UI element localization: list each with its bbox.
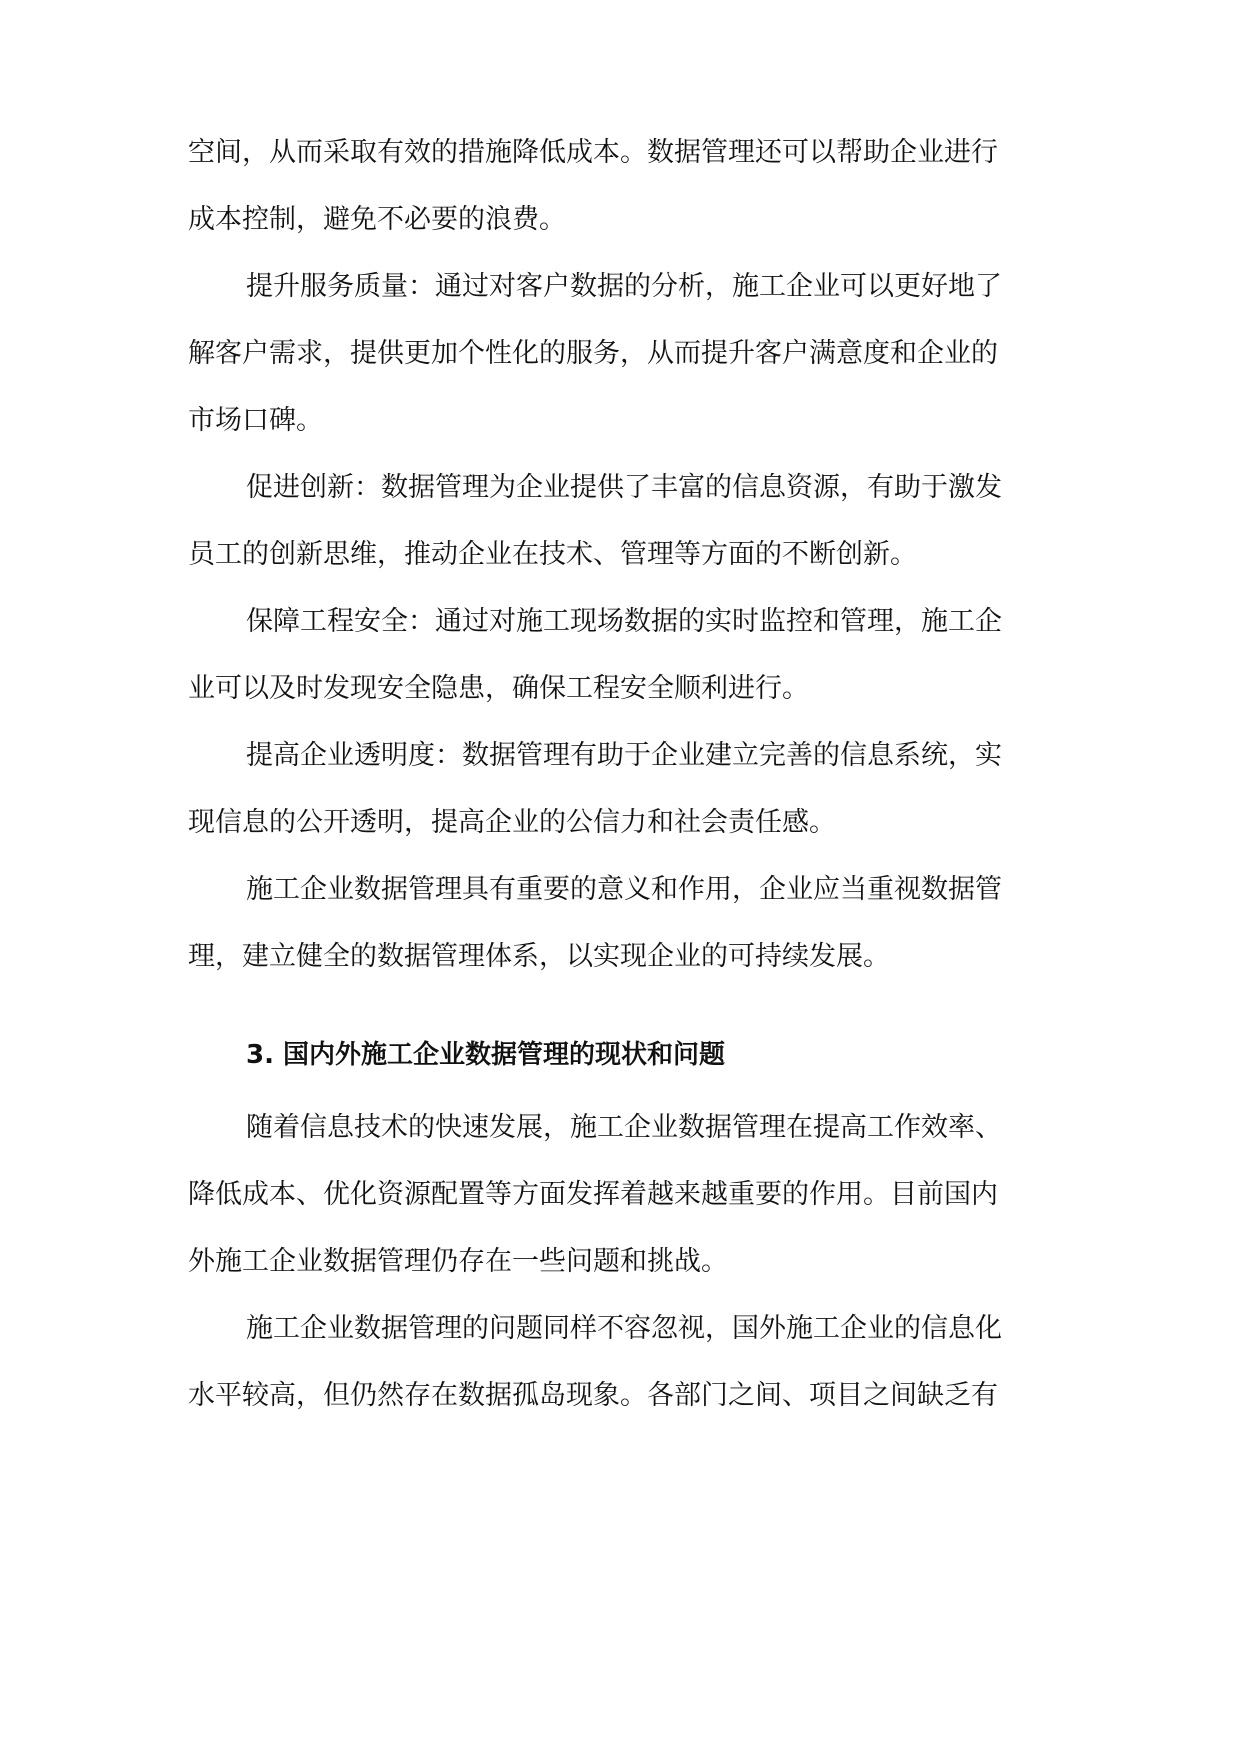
paragraph-3-line-2: 员工的创新思维，推动企业在技术、管理等方面的不断创新。 [188,539,917,570]
paragraph-1-line-2: 成本控制，避免不必要的浪费。 [188,204,566,235]
paragraph-8-line-2: 水平较高，但仍然存在数据孤岛现象。各部门之间、项目之间缺乏有 [188,1380,998,1411]
paragraph-1-line-1: 空间，从而采取有效的措施降低成本。数据管理还可以帮助企业进行 [188,137,998,168]
paragraph-4-line-1: 保障工程安全：通过对施工现场数据的实时监控和管理，施工企 [246,606,1002,637]
paragraph-5-line-1: 提高企业透明度：数据管理有助于企业建立完善的信息系统，实 [246,740,1002,771]
paragraph-5-line-2: 现信息的公开透明，提高企业的公信力和社会责任感。 [188,807,836,838]
paragraph-8-line-1: 施工企业数据管理的问题同样不容忽视，国外施工企业的信息化 [246,1313,1002,1344]
section-heading: 3. 国内外施工企业数据管理的现状和问题 [246,1040,726,1070]
paragraph-6-line-1: 施工企业数据管理具有重要的意义和作用，企业应当重视数据管 [246,874,1002,905]
paragraph-6-line-2: 理，建立健全的数据管理体系，以实现企业的可持续发展。 [188,941,890,972]
paragraph-7-line-3: 外施工企业数据管理仍存在一些问题和挑战。 [188,1246,728,1277]
paragraph-2-line-2: 解客户需求，提供更加个性化的服务，从而提升客户满意度和企业的 [188,338,998,369]
paragraph-3-line-1: 促进创新：数据管理为企业提供了丰富的信息资源，有助于激发 [246,472,1002,503]
paragraph-7-line-2: 降低成本、优化资源配置等方面发挥着越来越重要的作用。目前国内 [188,1179,998,1210]
paragraph-4-line-2: 业可以及时发现安全隐患，确保工程安全顺利进行。 [188,673,809,704]
paragraph-7-line-1: 随着信息技术的快速发展，施工企业数据管理在提高工作效率、 [246,1112,1002,1143]
paragraph-2-line-1: 提升服务质量：通过对客户数据的分析，施工企业可以更好地了 [246,271,1002,302]
paragraph-2-line-3: 市场口碑。 [188,405,323,436]
